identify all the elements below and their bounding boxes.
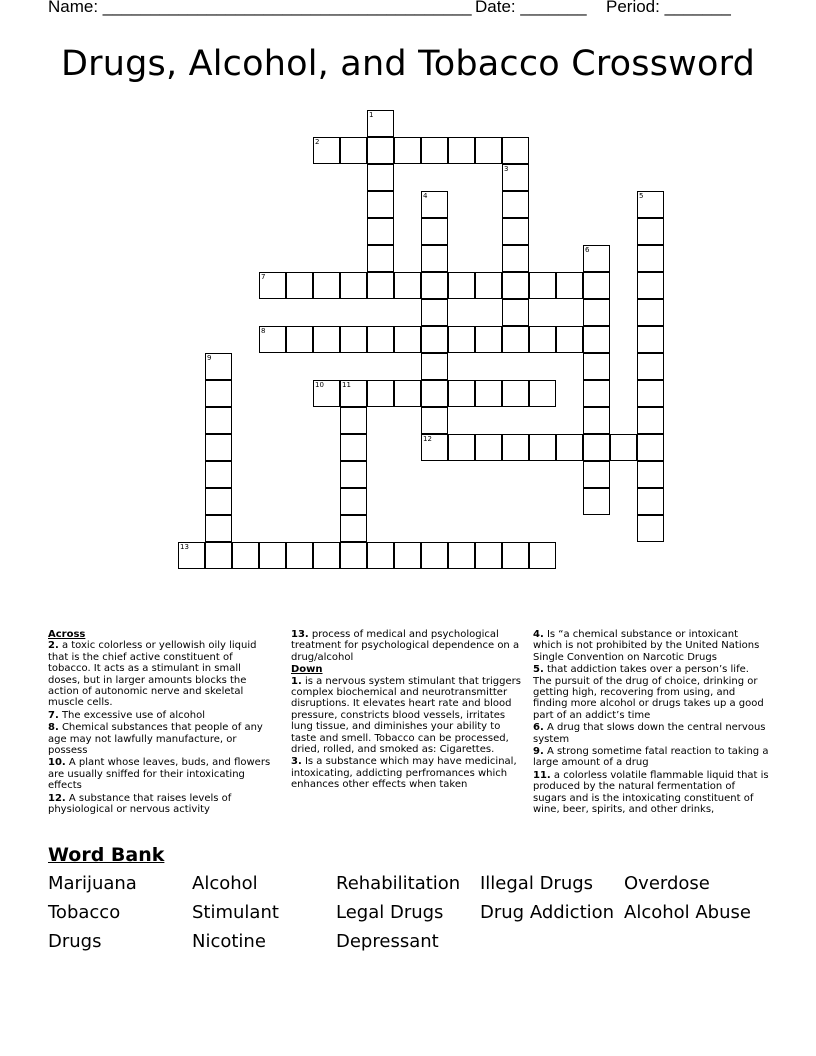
clue-number: 11 <box>342 381 351 389</box>
crossword-cell[interactable] <box>475 434 502 461</box>
clue-number: 10 <box>315 381 324 389</box>
crossword-cell[interactable] <box>313 326 340 353</box>
crossword-cell[interactable] <box>529 542 556 569</box>
crossword-cell[interactable] <box>205 488 232 515</box>
crossword-cell[interactable] <box>259 326 286 353</box>
crossword-cell[interactable] <box>421 434 448 461</box>
crossword-cell[interactable] <box>637 380 664 407</box>
crossword-cell[interactable] <box>448 434 475 461</box>
crossword-cell[interactable] <box>205 461 232 488</box>
clue-across-2: 2. a toxic colorless or yellowish oily liquid that is the chief active constituent of tobacco. It acts as a stimulant in small doses, but in larger amounts blocks the action of autonomic nerve and skeletal muscle cells. <box>48 640 257 709</box>
across-heading: Across <box>48 629 86 640</box>
crossword-cell[interactable] <box>637 353 664 380</box>
crossword-cell[interactable] <box>448 137 475 164</box>
clues-column-1 <box>48 629 276 817</box>
clue-down-11: 11. a colorless volatile flammable liquid that is produced by the natural fermentation of sugars and is the intoxicating constituent of wine, beer, spirits, and other drinks, <box>533 769 769 816</box>
clue-number: 7 <box>261 273 266 281</box>
word-bank-item: Drug Addiction <box>480 902 615 923</box>
crossword-cell[interactable] <box>340 461 367 488</box>
crossword-cell[interactable] <box>340 542 367 569</box>
word-bank-item: Tobacco <box>48 902 121 923</box>
crossword-cell[interactable] <box>421 380 448 407</box>
crossword-cell[interactable] <box>286 326 313 353</box>
crossword-cell[interactable] <box>394 272 421 299</box>
word-bank-item: Stimulant <box>192 902 279 923</box>
crossword-cell[interactable] <box>529 434 556 461</box>
crossword-cell[interactable] <box>502 326 529 353</box>
word-bank-item: Overdose <box>624 873 710 894</box>
crossword-cell[interactable] <box>367 272 394 299</box>
clue-number: 2 <box>315 138 320 146</box>
crossword-cell[interactable] <box>583 380 610 407</box>
crossword-cell[interactable] <box>421 353 448 380</box>
crossword-cell[interactable] <box>502 434 529 461</box>
crossword-cell[interactable] <box>502 164 529 191</box>
crossword-cell[interactable] <box>367 542 394 569</box>
crossword-cell[interactable] <box>448 542 475 569</box>
crossword-cell[interactable] <box>529 380 556 407</box>
crossword-cell[interactable] <box>340 515 367 542</box>
clue-down-9: 9. A strong sometime fatal reaction to taking a large amount of a drug <box>533 746 769 769</box>
clue-across-7: 7. The excessive use of alcohol <box>48 709 205 721</box>
crossword-cell[interactable] <box>313 137 340 164</box>
word-bank-item: Depressant <box>336 931 439 952</box>
crossword-cell[interactable] <box>421 326 448 353</box>
crossword-cell[interactable] <box>367 218 394 245</box>
clue-down-5: 5. that addiction takes over a person’s life. The pursuit of the drug of choice, drinking or getting high, recovering from using, and finding more alcohol or drugs takes up a good part of an addict’s time <box>533 664 764 721</box>
crossword-cell[interactable] <box>556 272 583 299</box>
crossword-cell[interactable] <box>448 272 475 299</box>
clue-across-13: 13. process of medical and psychological treatment for psychological dependence on a drug/alcohol <box>291 629 520 663</box>
crossword-cell[interactable] <box>475 137 502 164</box>
crossword-cell[interactable] <box>421 272 448 299</box>
clues-column-3 <box>533 629 769 817</box>
crossword-cell[interactable] <box>367 191 394 218</box>
crossword-cell[interactable] <box>448 380 475 407</box>
crossword-cell[interactable] <box>421 542 448 569</box>
crossword-cell[interactable] <box>502 542 529 569</box>
clue-across-12: 12. A substance that raises levels of physiological or nervous activity <box>48 792 232 816</box>
crossword-cell[interactable] <box>421 218 448 245</box>
crossword-cell[interactable] <box>529 272 556 299</box>
crossword-cell[interactable] <box>367 137 394 164</box>
crossword-cell[interactable] <box>259 272 286 299</box>
down-heading: Down <box>291 664 323 676</box>
crossword-cell[interactable] <box>637 299 664 326</box>
crossword-cell[interactable] <box>340 407 367 434</box>
crossword-cell[interactable] <box>394 137 421 164</box>
crossword-cell[interactable] <box>340 326 367 353</box>
word-bank-item: Alcohol Abuse <box>624 902 751 923</box>
crossword-cell[interactable] <box>556 326 583 353</box>
crossword-cell[interactable] <box>583 353 610 380</box>
crossword-cell[interactable] <box>367 245 394 272</box>
page-title: Drugs, Alcohol, and Tobacco Crossword <box>60 44 755 84</box>
crossword-cell[interactable] <box>421 191 448 218</box>
crossword-cell[interactable] <box>583 407 610 434</box>
clue-number: 13 <box>180 543 189 551</box>
crossword-cell[interactable] <box>502 380 529 407</box>
crossword-cell[interactable] <box>367 380 394 407</box>
crossword-cell[interactable] <box>637 434 664 461</box>
crossword-cell[interactable] <box>583 299 610 326</box>
crossword-cell[interactable] <box>583 488 610 515</box>
crossword-cell[interactable] <box>610 434 637 461</box>
crossword-cell[interactable] <box>313 542 340 569</box>
clue-down-4: 4. Is “a chemical substance or intoxicant which is not prohibited by the United Nations Single Convention on Narcotic Drugs <box>533 629 760 663</box>
word-bank-item: Legal Drugs <box>336 902 444 923</box>
crossword-cell[interactable] <box>205 380 232 407</box>
crossword-cell[interactable] <box>340 434 367 461</box>
clue-number: 4 <box>423 192 428 200</box>
clue-number: 12 <box>423 435 432 443</box>
crossword-cell[interactable] <box>502 191 529 218</box>
clue-down-3: 3. Is a substance which may have medicinal, intoxicating, addicting perfromances which enhances other effects when taken <box>291 756 517 791</box>
name-field[interactable]: Name: _______________________________________ <box>48 0 472 16</box>
clue-number: 9 <box>207 354 212 362</box>
word-bank-item: Marijuana <box>48 873 137 894</box>
word-bank-list <box>48 873 768 963</box>
clue-down-1: 1. is a nervous system stimulant that triggers complex biochemical and neurotransmitter disruptions. It elevates heart rate and blood pressure, constricts blood vessels, irritates lung tissue, and diminishes your ability to taste and smell. Tobacco can be processed, dried, rolled, and smoked as: Cigarettes. <box>291 675 521 756</box>
clue-number: 1 <box>369 111 374 119</box>
clue-across-10: 10. A plant whose leaves, buds, and flowers are usually sniffed for their intoxicating effects <box>48 757 271 792</box>
crossword-cell[interactable] <box>421 137 448 164</box>
crossword-cell[interactable] <box>556 434 583 461</box>
crossword-cell[interactable] <box>205 353 232 380</box>
crossword-cell[interactable] <box>637 218 664 245</box>
crossword-cell[interactable] <box>637 272 664 299</box>
crossword-cell[interactable] <box>502 272 529 299</box>
crossword-cell[interactable] <box>502 299 529 326</box>
word-bank-item: Illegal Drugs <box>480 873 594 894</box>
crossword-cell[interactable] <box>367 110 394 137</box>
crossword-cell[interactable] <box>340 488 367 515</box>
crossword-cell[interactable] <box>259 542 286 569</box>
crossword-cell[interactable] <box>313 380 340 407</box>
word-bank-item: Alcohol <box>192 873 258 894</box>
crossword-cell[interactable] <box>205 515 232 542</box>
crossword-cell[interactable] <box>583 461 610 488</box>
clue-number: 8 <box>261 327 266 335</box>
crossword-cell[interactable] <box>475 380 502 407</box>
crossword-cell[interactable] <box>205 407 232 434</box>
crossword-cell[interactable] <box>637 326 664 353</box>
crossword-cell[interactable] <box>637 515 664 542</box>
crossword-cell[interactable] <box>178 542 205 569</box>
crossword-cell[interactable] <box>637 488 664 515</box>
crossword-cell[interactable] <box>475 542 502 569</box>
crossword-cell[interactable] <box>286 272 313 299</box>
crossword-cell[interactable] <box>205 434 232 461</box>
crossword-cell[interactable] <box>421 299 448 326</box>
crossword-cell[interactable] <box>637 461 664 488</box>
crossword-cell[interactable] <box>583 434 610 461</box>
crossword-cell[interactable] <box>340 380 367 407</box>
crossword-cell[interactable] <box>448 326 475 353</box>
clue-number: 5 <box>639 192 644 200</box>
crossword-cell[interactable] <box>340 137 367 164</box>
crossword-cell[interactable] <box>583 245 610 272</box>
crossword-cell[interactable] <box>394 542 421 569</box>
word-bank-item: Rehabilitation <box>336 873 461 894</box>
crossword-cell[interactable] <box>286 542 313 569</box>
crossword-cell[interactable] <box>340 272 367 299</box>
crossword-cell[interactable] <box>394 380 421 407</box>
crossword-cell[interactable] <box>529 326 556 353</box>
crossword-cell[interactable] <box>637 407 664 434</box>
crossword-cell[interactable] <box>367 326 394 353</box>
clue-number: 6 <box>585 246 590 254</box>
crossword-cell[interactable] <box>502 245 529 272</box>
crossword-cell[interactable] <box>394 326 421 353</box>
crossword-cell[interactable] <box>367 164 394 191</box>
word-bank-item: Nicotine <box>192 931 266 952</box>
crossword-cell[interactable] <box>475 272 502 299</box>
crossword-cell[interactable] <box>421 245 448 272</box>
crossword-cell[interactable] <box>583 272 610 299</box>
crossword-cell[interactable] <box>637 191 664 218</box>
clue-down-6: 6. A drug that slows down the central nervous system <box>533 722 766 745</box>
clue-number: 3 <box>504 165 509 173</box>
date-field[interactable]: Date: _______ <box>475 0 587 16</box>
crossword-cell[interactable] <box>475 326 502 353</box>
crossword-cell[interactable] <box>313 272 340 299</box>
crossword-cell[interactable] <box>232 542 259 569</box>
crossword-cell[interactable] <box>637 245 664 272</box>
crossword-cell[interactable] <box>205 542 232 569</box>
crossword-cell[interactable] <box>421 407 448 434</box>
crossword-cell[interactable] <box>502 137 529 164</box>
word-bank-title: Word Bank <box>48 844 165 866</box>
clue-across-8: 8. Chemical substances that people of any age may not lawfully manufacture, or possess <box>48 722 263 757</box>
word-bank-item: Drugs <box>48 931 102 952</box>
crossword-cell[interactable] <box>583 326 610 353</box>
clues-column-2 <box>291 629 527 792</box>
period-field[interactable]: Period: _______ <box>606 0 731 16</box>
crossword-cell[interactable] <box>502 218 529 245</box>
